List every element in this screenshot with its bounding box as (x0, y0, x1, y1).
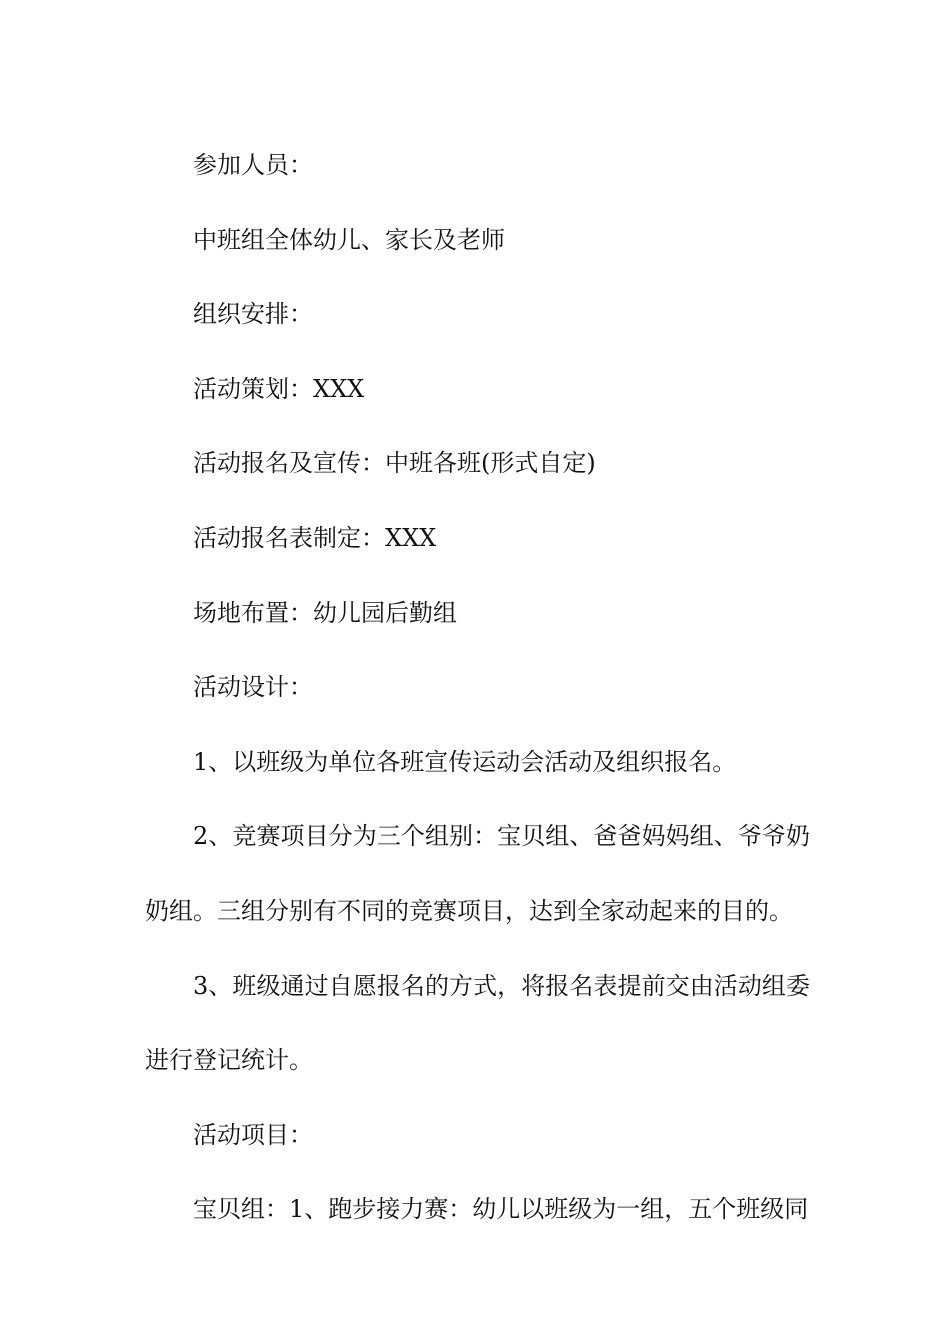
paragraph-organization-heading: 组织安排： (193, 300, 313, 329)
paragraph-design-item-3: 3、班级通过自愿报名的方式，将报名表提前交由活动组委进行登记统计。 (145, 971, 810, 1075)
paragraph-venue-setup: 场地布置：幼儿园后勤组 (193, 598, 457, 627)
paragraph-baby-group: 宝贝组：1、跑步接力赛：幼儿以班级为一组，五个班级同 (193, 1195, 809, 1224)
document-body (145, 128, 810, 1247)
paragraph-registration-promotion: 活动报名及宣传：中班各班(形式自定) (193, 449, 596, 478)
paragraph-registration-form: 活动报名表制定：XXX (193, 523, 437, 552)
paragraph-events-heading: 活动项目： (193, 1120, 313, 1149)
paragraph-design-heading: 活动设计： (193, 673, 313, 702)
paragraph-design-item-1: 1、以班级为单位各班宣传运动会活动及组织报名。 (193, 747, 737, 776)
paragraph-participants: 中班组全体幼儿、家长及老师 (193, 225, 505, 254)
paragraph-design-item-2: 2、竞赛项目分为三个组别：宝贝组、爸爸妈妈组、爷爷奶奶组。三组分别有不同的竞赛项目，达到全家动起来的目的。 (145, 822, 810, 925)
paragraph-participants-heading: 参加人员： (193, 151, 313, 179)
paragraph-planning: 活动策划：XXX (193, 374, 365, 403)
